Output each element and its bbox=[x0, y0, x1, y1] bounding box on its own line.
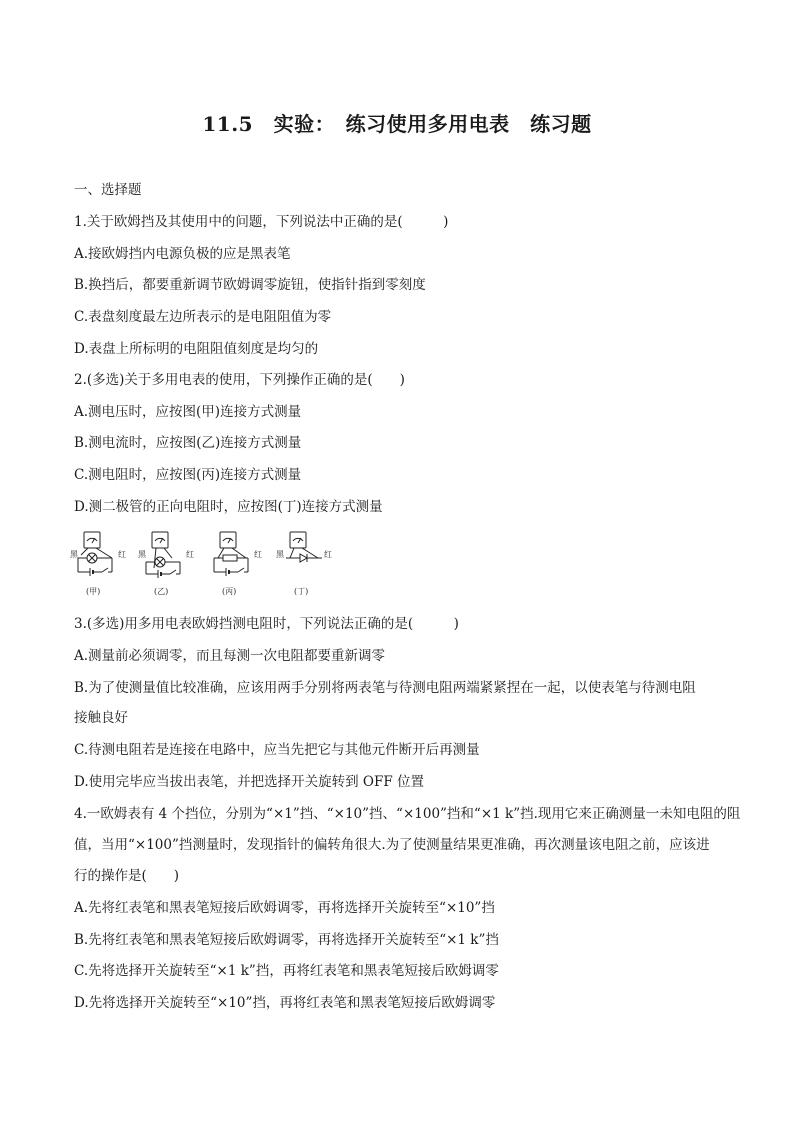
circuit-jia bbox=[70, 532, 126, 596]
question-2-stem: 2.(多选)关于多用电表的使用，下列操作正确的是( ) bbox=[74, 372, 405, 388]
red-lead-label: 红 bbox=[118, 550, 126, 559]
question-4-stem-line-1: 4.一欧姆表有 4 个挡位，分别为“×1”挡、“×10”挡、“×100”挡和“×1 k”挡.现用它来正确测量一未知电阻的阻 bbox=[74, 806, 741, 822]
question-2-option-b: B.测电流时，应按图(乙)连接方式测量 bbox=[74, 435, 302, 451]
question-3-option-b-cont: 接触良好 bbox=[74, 710, 128, 726]
question-2-option-c: C.测电阻时，应按图(丙)连接方式测量 bbox=[74, 467, 302, 483]
caption-jia: (甲) bbox=[86, 587, 101, 596]
question-3-option-b: B.为了使测量值比较准确，应该用两手分别将两表笔与待测电阻两端紧紧捏在一起，以使表笔与待测电阻 bbox=[74, 680, 696, 696]
question-4-option-d: D.先将选择开关旋转至“×10”挡，再将红表笔和黑表笔短接后欧姆调零 bbox=[74, 995, 496, 1011]
question-3-stem: 3.(多选)用多用电表欧姆挡测电阻时，下列说法正确的是( ) bbox=[74, 616, 459, 632]
page-title: 11.5 实验： 练习使用多用电表 练习题 bbox=[202, 112, 592, 136]
black-lead-label: 黑 bbox=[70, 550, 78, 559]
black-lead-label: 黑 bbox=[276, 550, 284, 559]
circuit-figure bbox=[68, 528, 348, 600]
question-3-option-a: A.测量前必须调零，而且每测一次电阻都要重新调零 bbox=[74, 648, 386, 664]
question-1-option-d: D.表盘上所标明的电阻阻值刻度是均匀的 bbox=[74, 341, 319, 357]
circuit-ding bbox=[276, 532, 332, 596]
question-4-option-c: C.先将选择开关旋转至“×1 k”挡，再将红表笔和黑表笔短接后欧姆调零 bbox=[74, 963, 499, 979]
circuit-bing bbox=[214, 532, 262, 596]
question-4-option-a: A.先将红表笔和黑表笔短接后欧姆调零，再将选择开关旋转至“×10”挡 bbox=[74, 900, 495, 916]
question-4-stem-line-2: 值，当用“×100”挡测量时，发现指针的偏转角很大.为了使测量结果更准确，再次测量该电阻之前，应该进 bbox=[74, 837, 710, 853]
question-3-option-d: D.使用完毕应当拔出表笔，并把选择开关旋转到 OFF 位置 bbox=[74, 774, 425, 790]
question-1-option-c: C.表盘刻度最左边所表示的是电阻阻值为零 bbox=[74, 309, 332, 325]
question-1-stem: 1.关于欧姆挡及其使用中的问题，下列说法中正确的是( ) bbox=[74, 214, 449, 230]
question-3-option-c: C.待测电阻若是连接在电路中，应当先把它与其他元件断开后再测量 bbox=[74, 742, 480, 758]
red-lead-label: 红 bbox=[186, 550, 194, 559]
question-2-option-a: A.测电压时，应按图(甲)连接方式测量 bbox=[74, 404, 302, 420]
question-4-stem-line-3: 行的操作是( ) bbox=[74, 868, 180, 884]
caption-bing: (丙) bbox=[222, 587, 237, 596]
caption-yi: (乙) bbox=[154, 587, 169, 596]
question-1-option-b: B.换挡后，都要重新调节欧姆调零旋钮，使指针指到零刻度 bbox=[74, 277, 426, 293]
caption-ding: (丁) bbox=[294, 587, 309, 596]
circuit-yi bbox=[138, 532, 194, 596]
red-lead-label: 红 bbox=[254, 550, 262, 559]
section-heading: 一、选择题 bbox=[74, 182, 142, 198]
question-1-option-a: A.接欧姆挡内电源负极的应是黑表笔 bbox=[74, 246, 291, 262]
question-4-option-b: B.先将红表笔和黑表笔短接后欧姆调零，再将选择开关旋转至“×1 k”挡 bbox=[74, 932, 499, 948]
black-lead-label: 黑 bbox=[138, 550, 146, 559]
red-lead-label: 红 bbox=[324, 550, 332, 559]
question-2-option-d: D.测二极管的正向电阻时，应按图(丁)连接方式测量 bbox=[74, 499, 383, 515]
